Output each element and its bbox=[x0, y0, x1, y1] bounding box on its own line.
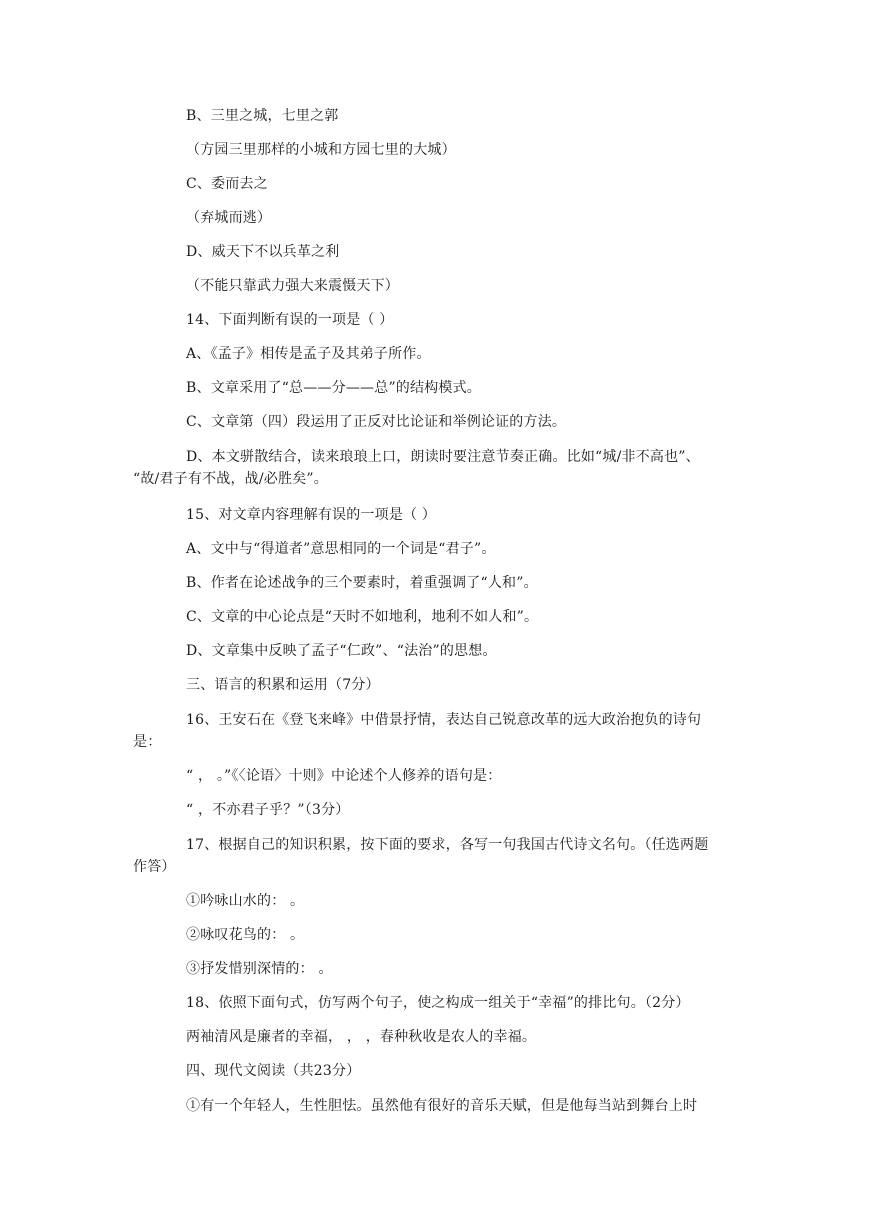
question-18: 18、依照下面句式，仿写两个句子，使之构成一组关于“幸福”的排比句。（2分） bbox=[186, 995, 690, 1011]
question-17-cont: 作答） bbox=[133, 859, 176, 875]
q17-item-1: ①吟咏山水的： 。 bbox=[186, 893, 305, 909]
option-c: C、委而去之 bbox=[186, 176, 268, 192]
option-d: D、威天下不以兵革之利 bbox=[186, 244, 340, 260]
option-c-note: （弃城而逃） bbox=[186, 210, 272, 226]
q14-option-d-cont: “故/君子有不战，战/必胜矣”。 bbox=[133, 471, 328, 487]
q14-option-d: D、本文骈散结合，读来琅琅上口，朗读时要注意节奏正确。比如“城/非不高也”、 bbox=[186, 449, 700, 465]
q16-blank-1: “ ， 。”《〈论语〉十则》中论述个人修养的语句是： bbox=[186, 768, 502, 784]
question-14: 14、下面判断有误的一项是（ ） bbox=[186, 312, 394, 328]
option-b-note: （方园三里那样的小城和方园七里的大城） bbox=[186, 142, 456, 158]
q18-sentence: 两袖清风是廉者的幸福， ， ，春种秋收是农人的幸福。 bbox=[186, 1029, 537, 1045]
q17-item-3: ③抒发惜别深情的： 。 bbox=[186, 961, 333, 977]
q15-option-d: D、文章集中反映了孟子“仁政”、“法治”的思想。 bbox=[186, 643, 497, 659]
option-d-note: （不能只靠武力强大来震慑天下） bbox=[186, 278, 399, 294]
q14-option-a: A、《孟子》相传是孟子及其弟子所作。 bbox=[186, 346, 431, 362]
question-16-cont: 是： bbox=[133, 734, 162, 750]
option-b: B、三里之城，七里之郭 bbox=[186, 108, 339, 124]
q15-option-b: B、作者在论述战争的三个要素时，着重强调了“人和”。 bbox=[186, 575, 538, 591]
question-15: 15、对文章内容理解有误的一项是（ ） bbox=[186, 507, 437, 523]
section-3-heading: 三、语言的积累和运用（7分） bbox=[186, 677, 380, 693]
q17-item-2: ②咏叹花鸟的： 。 bbox=[186, 927, 305, 943]
section-4-heading: 四、现代文阅读（共23分） bbox=[186, 1063, 361, 1079]
q14-option-b: B、文章采用了“总——分——总”的结构模式。 bbox=[186, 380, 482, 396]
q16-blank-2: “ ，不亦君子乎？”（3分） bbox=[186, 802, 350, 818]
reading-paragraph-1: ①有一个年轻人，生性胆怯。虽然他有很好的音乐天赋，但是他每当站到舞台上时 bbox=[186, 1098, 698, 1114]
q15-option-a: A、文中与“得道者”意思相同的一个词是“君子”。 bbox=[186, 541, 496, 557]
q15-option-c: C、文章的中心论点是“天时不如地利，地利不如人和”。 bbox=[186, 609, 539, 625]
question-16: 16、王安石在《登飞来峰》中借景抒情，表达自己锐意改革的远大政治抱负的诗句 bbox=[186, 712, 702, 728]
question-17: 17、根据自己的知识积累，按下面的要求，各写一句我国古代诗文名句。（任选两题 bbox=[186, 837, 709, 853]
q14-option-c: C、文章第（四）段运用了正反对比论证和举例论证的方法。 bbox=[186, 414, 567, 430]
